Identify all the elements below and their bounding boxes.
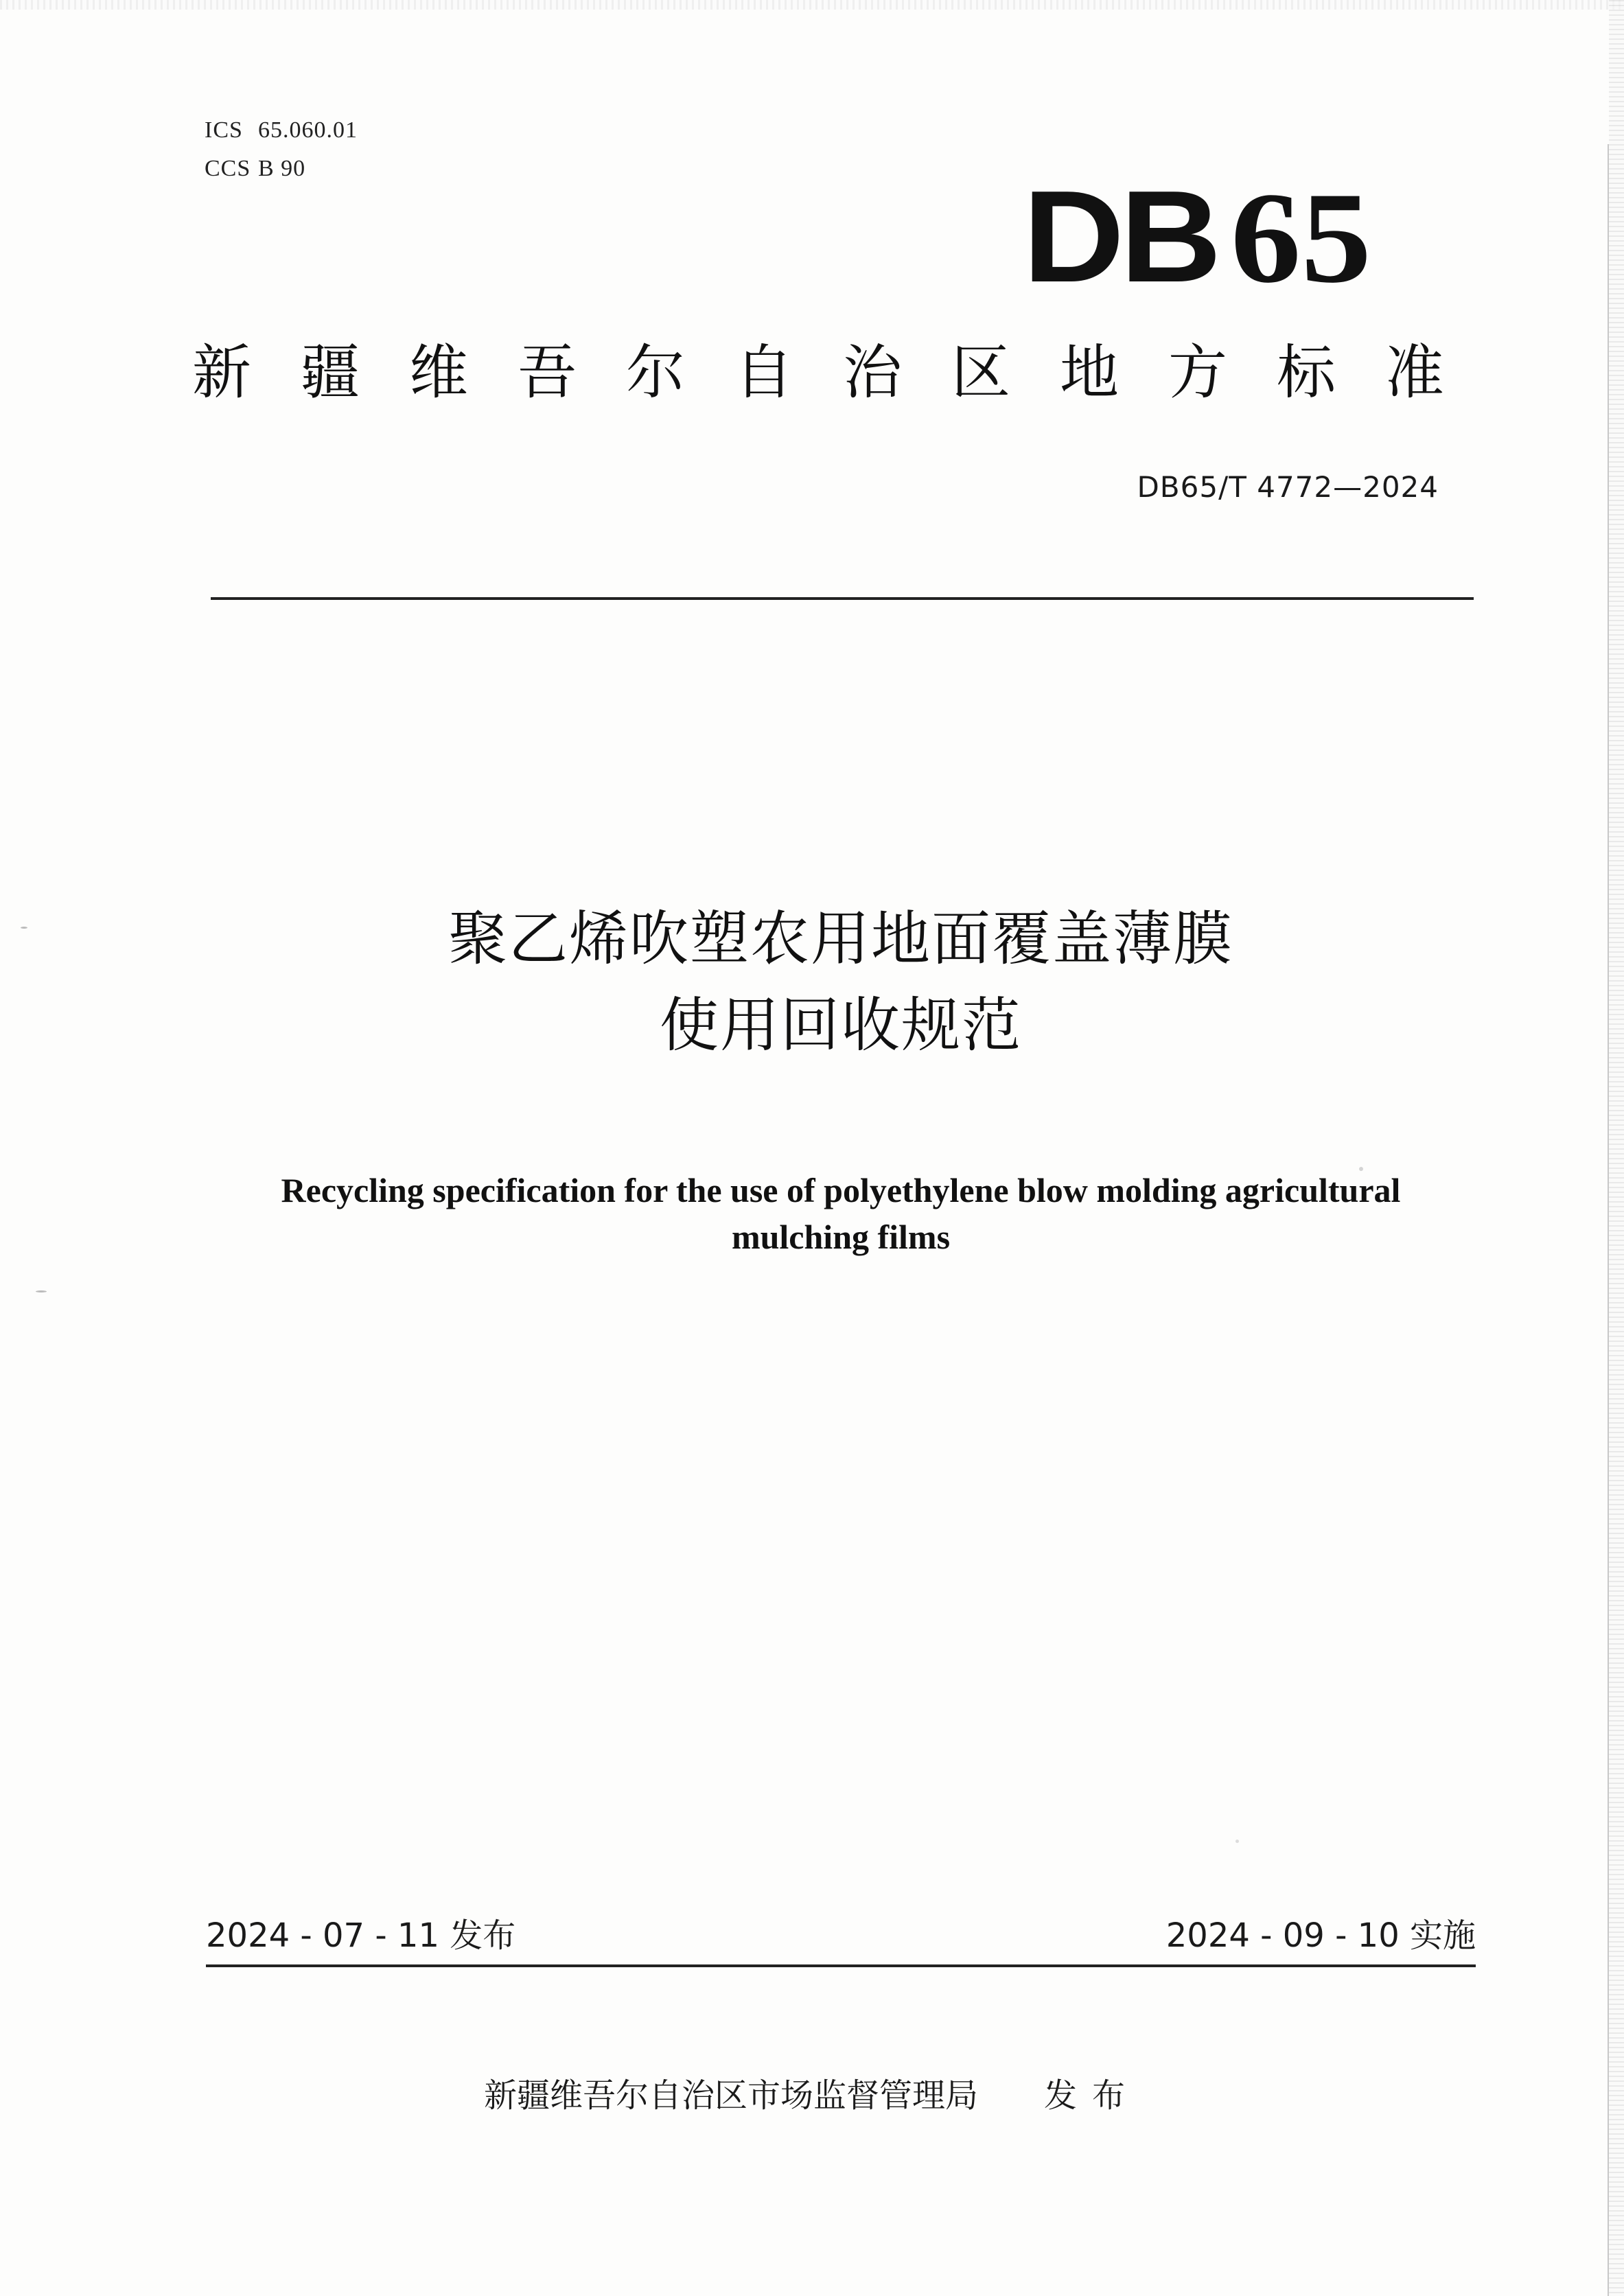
title-english-line-1: Recycling specification for the use of polyethylene blow molding agricultural [281, 1171, 1401, 1209]
ccs-label: CCS [205, 156, 251, 181]
ccs-line [205, 150, 358, 188]
db-logo-letters: DB [1023, 164, 1218, 310]
organization-title: 新疆维吾尔自治区地方标准 [192, 338, 1494, 407]
scan-speck [1236, 1840, 1239, 1843]
scan-artifact-right [1609, 0, 1624, 2296]
publisher-action: 发布 [1044, 2076, 1141, 2115]
standard-number: DB65/T 4772—2024 [1137, 470, 1439, 504]
classification-codes [205, 111, 358, 188]
ics-label: ICS [205, 117, 243, 143]
footer-divider [206, 1964, 1476, 1967]
title-chinese-line-2: 使用回收规范 [660, 991, 1022, 1060]
title-english [0, 1167, 1624, 1260]
db-logo-number: 65 [1230, 166, 1372, 310]
scan-speck [1359, 1167, 1363, 1171]
effective-date: 2024 - 09 - 10 实施 [1165, 1916, 1476, 1955]
db-logo [1023, 164, 1372, 310]
scan-speck [21, 927, 27, 929]
ics-line [205, 111, 358, 150]
publisher [0, 2073, 1624, 2118]
publisher-name: 新疆维吾尔自治区市场监督管理局 [483, 2076, 978, 2115]
ccs-code: B 90 [258, 156, 306, 181]
issue-date: 2024 - 07 - 11 发布 [206, 1916, 516, 1955]
scan-speck [36, 1290, 47, 1292]
title-chinese-line-1: 聚乙烯吹塑农用地面覆盖薄膜 [448, 905, 1233, 973]
header-divider [211, 597, 1474, 600]
scan-artifact-top [0, 0, 1624, 10]
ics-code: 65.060.01 [258, 117, 358, 143]
title-english-line-2: mulching films [731, 1218, 951, 1256]
title-chinese [0, 896, 1624, 1069]
